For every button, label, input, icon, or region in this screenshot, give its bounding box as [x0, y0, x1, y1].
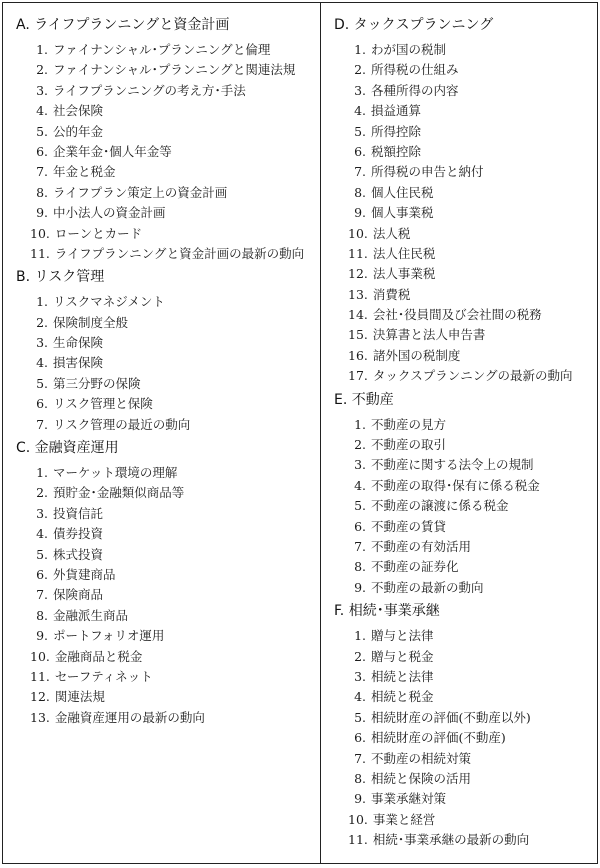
item-text: マーケット環境の理解: [53, 465, 178, 481]
list-item: [348, 708, 597, 728]
item-text: 損益通算: [371, 103, 422, 119]
item-text: 関連法規: [54, 689, 105, 705]
section-list: [16, 292, 320, 435]
list-item: [30, 81, 320, 101]
item-number: 13.: [30, 709, 50, 725]
item-number: 10.: [30, 225, 50, 241]
item-number: 10.: [30, 648, 50, 664]
item-number: 3.: [354, 82, 366, 98]
item-text: 外貨建商品: [53, 566, 116, 582]
item-number: 9.: [354, 205, 366, 221]
item-text: 所得税の申告と納付: [371, 164, 484, 180]
list-item: [348, 496, 597, 516]
item-number: 6.: [36, 396, 48, 412]
item-text: ファイナンシャル･プランニングと関連法規: [53, 62, 296, 78]
section-title: C. 金融資産運用: [16, 440, 119, 457]
list-item: [30, 224, 320, 244]
list-item: [30, 142, 320, 162]
item-number: 1.: [354, 416, 366, 432]
list-item: [30, 162, 320, 182]
item-text: 相続と法律: [371, 668, 434, 684]
item-text: 不動産の相続対策: [371, 750, 472, 766]
list-item: [348, 476, 597, 496]
list-item: [348, 557, 597, 577]
list-item: [30, 374, 320, 394]
item-text: 贈与と法律: [371, 628, 434, 644]
item-number: 1.: [354, 628, 366, 644]
item-text: 所得税の仕組み: [371, 62, 459, 78]
item-text: 第三分野の保険: [53, 375, 141, 391]
item-text: 不動産の証券化: [371, 559, 459, 575]
item-text: 個人事業税: [371, 205, 434, 221]
list-item: [30, 626, 320, 646]
item-number: 6.: [354, 518, 366, 534]
list-item: [348, 789, 597, 809]
item-text: リスク管理と保険: [53, 396, 153, 412]
item-number: 15.: [348, 327, 368, 343]
item-text: ライフプランニングの考え方･手法: [53, 82, 246, 98]
list-item: [348, 101, 597, 121]
item-text: 年金と税金: [53, 164, 116, 180]
list-item: [348, 81, 597, 101]
list-item: [30, 565, 320, 585]
item-number: 11.: [348, 245, 368, 261]
section-list: [334, 415, 597, 599]
item-number: 4.: [354, 103, 366, 119]
item-text: 不動産の譲渡に係る税金: [371, 498, 509, 514]
item-text: 法人事業税: [372, 266, 436, 282]
item-number: 5.: [36, 123, 48, 139]
item-text: 所得控除: [371, 123, 422, 139]
item-text: 相続･事業承継の最新の動向: [372, 832, 530, 848]
list-item: [348, 810, 597, 830]
item-text: 不動産の最新の動向: [371, 579, 484, 595]
list-item: [348, 346, 597, 366]
item-text: 消費税: [372, 286, 411, 302]
item-text: 公的年金: [53, 123, 104, 139]
list-item: [30, 415, 320, 435]
item-number: 5.: [354, 709, 366, 725]
item-number: 11.: [30, 668, 50, 684]
item-number: 10.: [348, 225, 368, 241]
list-item: [348, 647, 597, 667]
list-item: [348, 162, 597, 182]
list-item: [30, 353, 320, 373]
item-text: 預貯金･金融類似商品等: [53, 485, 185, 501]
list-item: [348, 578, 597, 598]
item-text: 企業年金･個人年金等: [53, 143, 172, 159]
item-text: 相続と税金: [371, 689, 434, 705]
right-column: [321, 3, 597, 863]
item-text: 個人住民税: [371, 184, 434, 200]
item-text: ローンとカード: [54, 225, 143, 241]
item-text: リスクマネジメント: [53, 294, 165, 310]
item-text: 株式投資: [53, 546, 104, 562]
item-number: 8.: [354, 559, 366, 575]
list-item: [30, 524, 320, 544]
item-text: ファイナンシャル･プランニングと倫理: [53, 42, 271, 57]
item-number: 7.: [354, 164, 366, 180]
item-text: 不動産の賃貸: [371, 518, 447, 534]
item-number: 3.: [36, 335, 48, 351]
list-item: [348, 830, 597, 850]
item-number: 7.: [354, 750, 366, 766]
item-number: 13.: [348, 286, 368, 302]
list-item: [30, 203, 320, 223]
item-number: 5.: [354, 123, 366, 139]
list-item: [30, 647, 320, 667]
item-number: 9.: [354, 791, 366, 807]
item-number: 7.: [354, 538, 366, 554]
item-number: 9.: [354, 579, 366, 595]
item-number: 9.: [36, 628, 48, 644]
list-item: [30, 545, 320, 565]
item-text: 金融派生商品: [53, 607, 129, 623]
list-item: [30, 483, 320, 503]
item-number: 4.: [354, 477, 366, 493]
list-item: [348, 40, 597, 60]
list-item: [348, 667, 597, 687]
item-text: 相続と保険の活用: [371, 770, 472, 786]
item-text: 投資信託: [53, 505, 104, 521]
item-text: セーフティネット: [54, 668, 153, 684]
list-item: [30, 183, 320, 203]
item-number: 6.: [354, 730, 366, 746]
item-text: ポートフォリオ運用: [53, 628, 165, 644]
item-text: ライフプラン策定上の資金計画: [53, 184, 228, 200]
item-number: 3.: [36, 82, 48, 98]
list-item: [348, 687, 597, 707]
list-item: [348, 244, 597, 264]
list-item: [348, 517, 597, 537]
list-item: [30, 504, 320, 524]
item-number: 1.: [354, 42, 366, 57]
item-number: 11.: [348, 832, 368, 848]
item-text: ライフプランニングと資金計画の最新の動向: [54, 245, 305, 261]
item-text: 金融商品と税金: [54, 648, 143, 664]
item-number: 3.: [36, 505, 48, 521]
section-title: A. ライフプランニングと資金計画: [16, 17, 230, 33]
item-number: 2.: [354, 62, 366, 78]
item-number: 8.: [36, 607, 48, 623]
item-text: 贈与と税金: [371, 648, 434, 664]
list-item: [348, 183, 597, 203]
item-text: 決算書と法人申告書: [372, 327, 486, 343]
section-list: [16, 463, 320, 728]
section-title: D. タックスプランニング: [334, 17, 494, 33]
item-text: 不動産の取引: [371, 437, 447, 453]
item-text: 相続財産の評価(不動産以外): [371, 709, 531, 725]
item-text: リスク管理の最近の動向: [53, 416, 191, 432]
item-number: 6.: [36, 566, 48, 582]
list-item: [30, 60, 320, 80]
item-text: 相続財産の評価(不動産): [371, 730, 506, 746]
item-number: 14.: [348, 307, 368, 323]
section-title: F. 相続･事業承継: [334, 603, 440, 620]
item-number: 16.: [348, 347, 368, 363]
item-text: 不動産に関する法令上の規制: [371, 457, 534, 473]
list-item: [30, 606, 320, 626]
section-title: E. 不動産: [334, 391, 394, 408]
item-number: 12.: [30, 689, 50, 705]
list-item: [30, 292, 320, 312]
list-item: [30, 122, 320, 142]
item-text: 保険商品: [53, 587, 104, 603]
item-number: 4.: [36, 103, 48, 119]
item-number: 6.: [354, 143, 366, 159]
item-number: 1.: [36, 42, 48, 57]
list-item: [348, 264, 597, 284]
item-text: タックスプランニングの最新の動向: [372, 368, 573, 384]
list-item: [30, 463, 320, 483]
item-text: 各種所得の内容: [371, 82, 459, 98]
item-number: 8.: [36, 184, 48, 200]
list-item: [348, 60, 597, 80]
list-item: [30, 313, 320, 333]
item-text: 不動産の見方: [371, 416, 447, 432]
item-text: わが国の税制: [371, 42, 447, 57]
section-title: B. リスク管理: [16, 269, 105, 286]
list-item: [348, 537, 597, 557]
list-item: [348, 366, 597, 386]
list-item: [348, 122, 597, 142]
item-number: 1.: [36, 465, 48, 481]
item-number: 5.: [354, 498, 366, 514]
item-number: 4.: [354, 689, 366, 705]
list-item: [30, 333, 320, 353]
list-item: [348, 325, 597, 345]
item-text: 会社･役員間及び会社間の税務: [372, 307, 542, 323]
item-text: 税額控除: [371, 143, 422, 159]
item-number: 2.: [36, 314, 48, 330]
item-number: 12.: [348, 266, 368, 282]
item-text: 不動産の有効活用: [371, 538, 472, 554]
list-item: [30, 708, 320, 728]
item-number: 11.: [30, 245, 50, 261]
item-number: 10.: [348, 811, 368, 827]
item-number: 4.: [36, 355, 48, 371]
list-item: [30, 101, 320, 121]
list-item: [30, 667, 320, 687]
list-item: [348, 203, 597, 223]
item-text: 保険制度全般: [53, 314, 129, 330]
list-item: [348, 415, 597, 435]
section-list: [334, 40, 597, 387]
item-number: 17.: [348, 368, 368, 384]
item-text: 金融資産運用の最新の動向: [54, 709, 205, 725]
item-text: 債券投資: [53, 526, 104, 542]
item-number: 8.: [354, 770, 366, 786]
item-number: 5.: [36, 546, 48, 562]
item-text: 不動産の取得･保有に係る税金: [371, 477, 540, 493]
item-number: 3.: [354, 457, 366, 473]
item-text: 生命保険: [53, 335, 104, 351]
item-number: 6.: [36, 143, 48, 159]
item-number: 7.: [36, 587, 48, 603]
item-number: 2.: [36, 62, 48, 78]
item-number: 9.: [36, 205, 48, 221]
list-item: [30, 394, 320, 414]
list-item: [348, 769, 597, 789]
section-list: [334, 626, 597, 850]
item-number: 2.: [354, 648, 366, 664]
syllabus-table: [2, 2, 598, 864]
list-item: [348, 728, 597, 748]
item-text: 損害保険: [53, 355, 104, 371]
list-item: [348, 749, 597, 769]
list-item: [348, 285, 597, 305]
item-number: 7.: [36, 164, 48, 180]
section-list: [16, 40, 320, 264]
list-item: [30, 585, 320, 605]
item-number: 4.: [36, 526, 48, 542]
item-text: 法人住民税: [372, 245, 436, 261]
list-item: [30, 687, 320, 707]
item-text: 事業と経営: [372, 811, 436, 827]
item-number: 7.: [36, 416, 48, 432]
left-column: [3, 3, 321, 863]
list-item: [348, 435, 597, 455]
item-number: 5.: [36, 375, 48, 391]
list-item: [348, 142, 597, 162]
item-text: 社会保険: [53, 103, 104, 119]
item-number: 8.: [354, 184, 366, 200]
list-item: [30, 40, 320, 60]
item-text: 法人税: [372, 225, 411, 241]
item-text: 諸外国の税制度: [372, 347, 461, 363]
item-number: 1.: [36, 294, 48, 310]
item-text: 中小法人の資金計画: [53, 205, 166, 221]
list-item: [348, 455, 597, 475]
list-item: [30, 244, 320, 264]
list-item: [348, 626, 597, 646]
item-number: 2.: [354, 437, 366, 453]
list-item: [348, 224, 597, 244]
list-item: [348, 305, 597, 325]
item-number: 3.: [354, 668, 366, 684]
item-number: 2.: [36, 485, 48, 501]
item-text: 事業承継対策: [371, 791, 447, 807]
